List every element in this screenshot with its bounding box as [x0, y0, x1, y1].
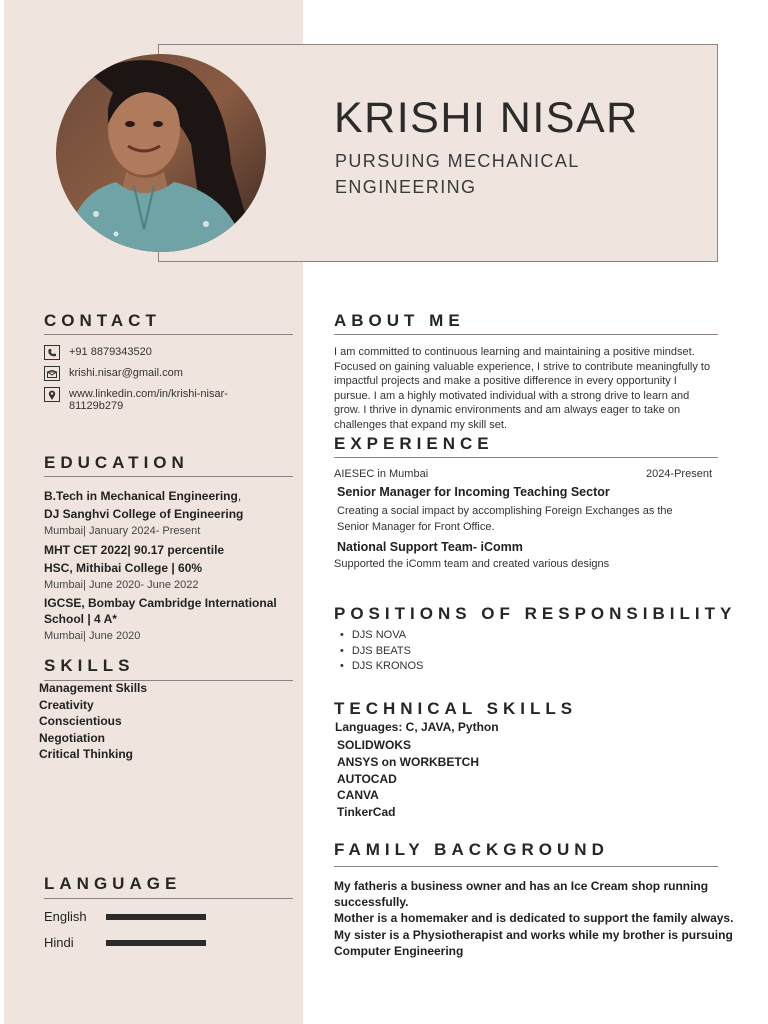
language-divider [44, 898, 293, 899]
education-meta: Mumbai| June 2020 [44, 630, 141, 642]
skill-item: Conscientious [39, 714, 122, 728]
technical-tool: CANVA [337, 788, 379, 803]
experience-divider [334, 457, 718, 458]
experience-role: Senior Manager for Incoming Teaching Sector [337, 485, 610, 499]
family-line: My fatheris a business owner and has an Ice Cream shop running successfully. [334, 879, 709, 910]
education-meta: Mumbai| June 2020- June 2022 [44, 579, 199, 591]
family-heading: FAMILY BACKGROUND [334, 840, 609, 859]
language-name: Hindi [44, 935, 74, 950]
education-divider [44, 476, 293, 477]
education-entry [44, 541, 294, 593]
technical-languages: Languages: C, JAVA, Python [335, 720, 499, 734]
family-line: Mother is a homemaker and is dedicated to support the family always. [334, 911, 734, 926]
technical-heading: TECHNICAL SKILLS [334, 699, 578, 718]
responsibility-heading: POSITIONS OF RESPONSIBILITY [334, 604, 737, 623]
phone-icon [44, 345, 60, 360]
education-entry [44, 595, 294, 644]
skill-item: Critical Thinking [39, 747, 134, 761]
education-degree-tail: , [237, 489, 242, 503]
family-text [334, 878, 744, 959]
education-entry [44, 487, 294, 539]
language-hindi [44, 935, 206, 950]
technical-tool: ANSYS on WORKBETCH [337, 754, 479, 769]
experience-description: Supported the iComm team and created various designs [334, 558, 610, 570]
responsibility-item: • DJS BEATS [340, 644, 423, 660]
experience-description: Creating a social impact by accomplishing Foreign Exchanges as the Senior Manager for Front Office. [337, 505, 673, 533]
responsibility-item: • DJS KRONOS [340, 659, 423, 675]
experience-heading: EXPERIENCE [334, 434, 494, 453]
candidate-name: KRISHI NISAR [334, 94, 639, 142]
responsibility-list [340, 628, 423, 675]
language-english [44, 909, 206, 924]
technical-skills [335, 720, 499, 821]
skill-item: Management Skills [39, 681, 148, 695]
experience-date: 2024-Present [645, 468, 712, 480]
language-level-bar [106, 914, 206, 920]
technical-tool: TinkerCad [337, 805, 396, 820]
about-divider [334, 334, 718, 335]
contact-linkedin [44, 387, 254, 412]
skill-item: Negotiation [39, 730, 105, 745]
skill-item: Creativity [39, 697, 94, 712]
contact-email [44, 366, 183, 381]
experience-org: AIESEC in Mumbai [334, 468, 429, 480]
about-text: I am committed to continuous learning and maintaining a positive mindset. Focused on gaining valuable experience, I strive to contribute meaningfully to impactful projects and make a positive difference in every opportunity I pursue. I am a highly motivated individual with a strong drive to learn and grow. I thrive in dynamic environments and am always eager to take on challenges that expand my skill set. [334, 346, 711, 431]
contact-heading: CONTACT [44, 311, 161, 330]
candidate-subtitle: PURSUING MECHANICAL ENGINEERING [335, 151, 579, 197]
education-school: DJ Sanghvi College of Engineering [44, 507, 244, 521]
responsibility-item: • DJS NOVA [340, 628, 423, 644]
skills-list [39, 680, 147, 763]
family-line: My sister is a Physiotherapist and works while my brother is pursuing Computer Engineering [334, 927, 733, 958]
education-meta: Mumbai| January 2024- Present [44, 525, 201, 537]
education-degree: IGCSE, Bombay Cambridge International School | 4 A* [44, 596, 277, 626]
language-name: English [44, 909, 87, 924]
contact-divider [44, 334, 293, 335]
language-level-bar [106, 940, 206, 946]
contact-phone [44, 345, 152, 360]
language-heading: LANGUAGE [44, 874, 182, 893]
technical-tool: AUTOCAD [337, 771, 397, 786]
phone-number: +91 8879343520 [69, 346, 152, 358]
linkedin-url[interactable]: www.linkedin.com/in/krishi-nisar-81129b279 [69, 388, 228, 412]
education-degree: MHT CET 2022| 90.17 percentile [44, 543, 225, 557]
education-school: HSC, Mithibai College | 60% [44, 561, 203, 575]
education-heading: EDUCATION [44, 453, 189, 472]
technical-tool: SOLIDWOKS [337, 738, 411, 752]
mail-icon [44, 366, 60, 381]
experience-role: National Support Team- iComm [337, 540, 523, 554]
location-pin-icon [44, 387, 60, 402]
skills-heading: SKILLS [44, 656, 135, 675]
email-address[interactable]: krishi.nisar@gmail.com [69, 367, 183, 379]
avatar [56, 54, 266, 252]
education-degree: B.Tech in Mechanical Engineering [44, 489, 238, 503]
about-heading: ABOUT ME [334, 311, 465, 330]
family-divider [334, 866, 718, 867]
